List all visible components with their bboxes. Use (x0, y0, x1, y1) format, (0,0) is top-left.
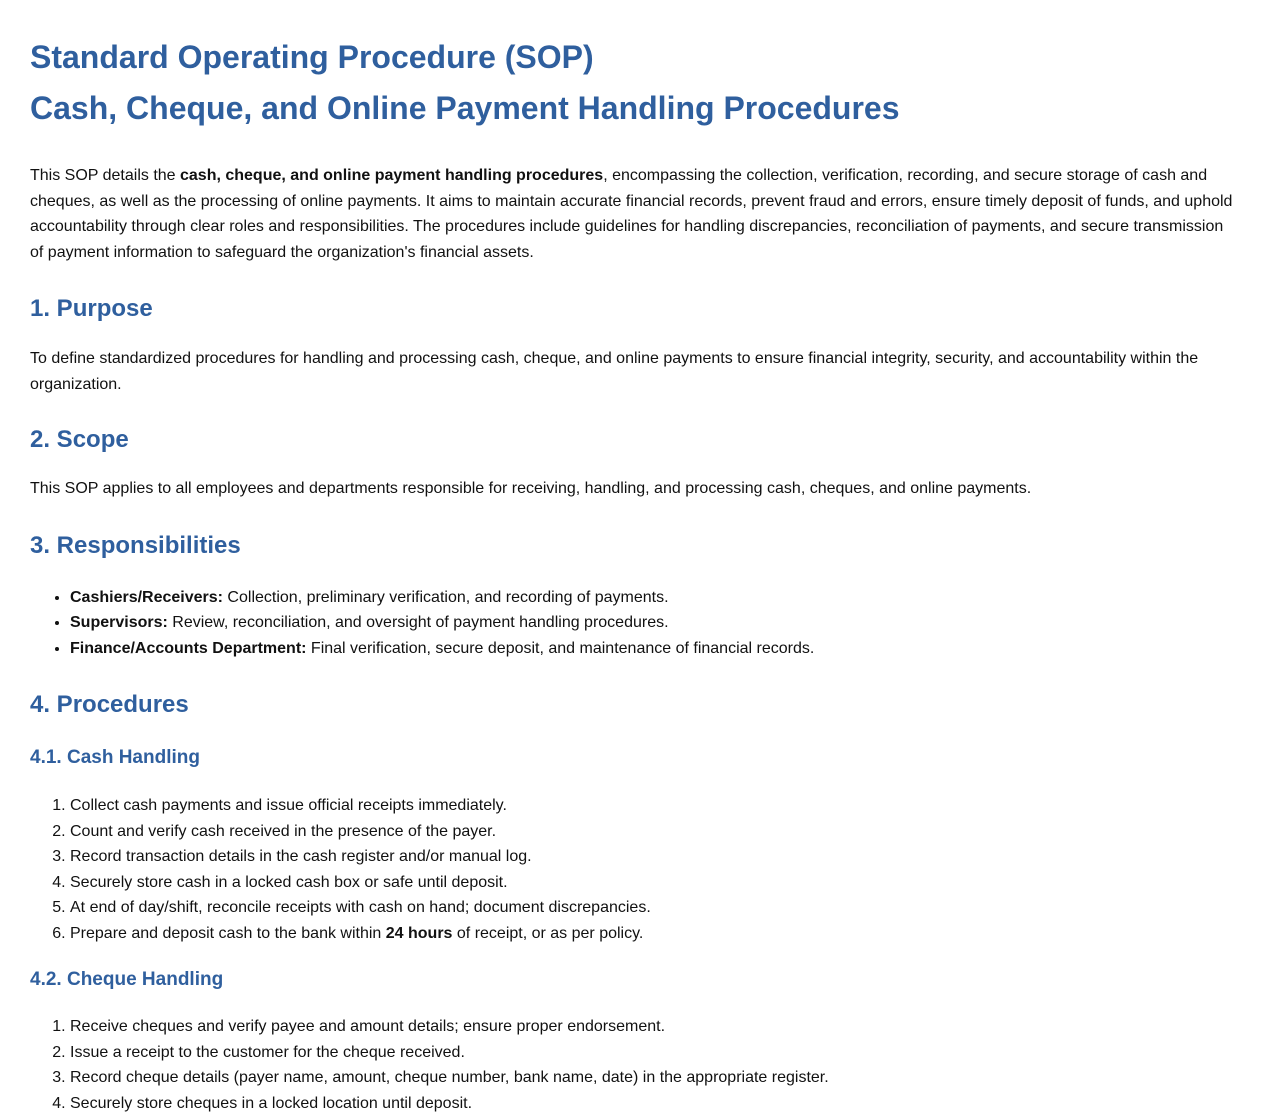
scope-text: This SOP applies to all employees and departments responsible for receiving, handling, and processing cash, cheques, and online payments. (30, 480, 1032, 498)
responsibilities-list (30, 585, 1233, 662)
responsibilities-heading: 3. Responsibilities (30, 531, 241, 559)
cash-handling-heading: 4.1. Cash Handling (30, 747, 200, 769)
role-name: Cashiers/Receivers: (70, 588, 223, 606)
role-name: Finance/Accounts Department: (70, 639, 307, 657)
cash-handling-list (30, 793, 1233, 946)
cheque-handling-list (30, 1014, 1233, 1116)
step-text-bold: 24 hours (385, 924, 453, 942)
list-item: 3. Record transaction details in the cash register and/or manual log. (70, 844, 1233, 870)
purpose-heading: 1. Purpose (30, 294, 153, 322)
procedures-heading: 4. Procedures (30, 691, 189, 719)
list-item: 2. Count and verify cash received in the presence of the payer. (70, 819, 1233, 845)
intro-text-bold: cash, cheque, and online payment handling procedures (180, 167, 604, 184)
purpose-text: To define standardized procedures for handling and processing cash, cheque, and online payments to ensure financial integrity, security, and accountability within the organization. (30, 349, 1199, 393)
list-item: 1. Receive cheques and verify payee and amount details; ensure proper endorsement. (70, 1014, 1233, 1040)
list-item: 3. Record cheque details (payer name, amount, cheque number, bank name, date) in the appropriate register. (70, 1065, 1233, 1091)
role-name: Supervisors: (70, 614, 168, 632)
intro-text-start: This SOP details the (30, 167, 180, 184)
step-text-start: Prepare and deposit cash to the bank within (70, 924, 386, 942)
list-item (70, 585, 1233, 611)
list-item (70, 610, 1233, 636)
list-item: 2. Issue a receipt to the customer for the cheque received. (70, 1040, 1233, 1066)
list-item: 1. Collect cash payments and issue official receipts immediately. (70, 793, 1233, 819)
cheque-handling-heading: 4.2. Cheque Handling (30, 969, 224, 991)
list-item: 5. At end of day/shift, reconcile receipts with cash on hand; document discrepancies. (70, 895, 1233, 921)
list-item: 4. Securely store cheques in a locked location until deposit. (70, 1091, 1233, 1116)
document-subtitle: Cash, Cheque, and Online Payment Handling Procedures (30, 90, 900, 126)
list-item: 4. Securely store cash in a locked cash box or safe until deposit. (70, 870, 1233, 896)
list-item (70, 636, 1233, 662)
role-description: Collection, preliminary verification, and recording of payments. (222, 588, 669, 606)
intro-paragraph (30, 163, 1233, 266)
role-description: Final verification, secure deposit, and maintenance of financial records. (306, 639, 815, 657)
step-text-end: of receipt, or as per policy. (452, 924, 644, 942)
intro-text-end: , encompassing the collection, verification, recording, and secure storage of cash and cheques, as well as the processing of online payments. It aims to maintain accurate financial records, prevent fraud and errors, ensure timely deposit of funds, and uphold accountability through clear roles and responsibilities. The procedures include guidelines for handling discrepancies, reconciliation of payments, and secure transmission of payment information to safeguard the organization's financial assets. (30, 167, 1233, 262)
role-description: Review, reconciliation, and oversight of payment handling procedures. (167, 614, 669, 632)
document-title: Standard Operating Procedure (SOP) (30, 39, 594, 75)
list-item (70, 921, 1233, 947)
scope-heading: 2. Scope (30, 426, 129, 454)
